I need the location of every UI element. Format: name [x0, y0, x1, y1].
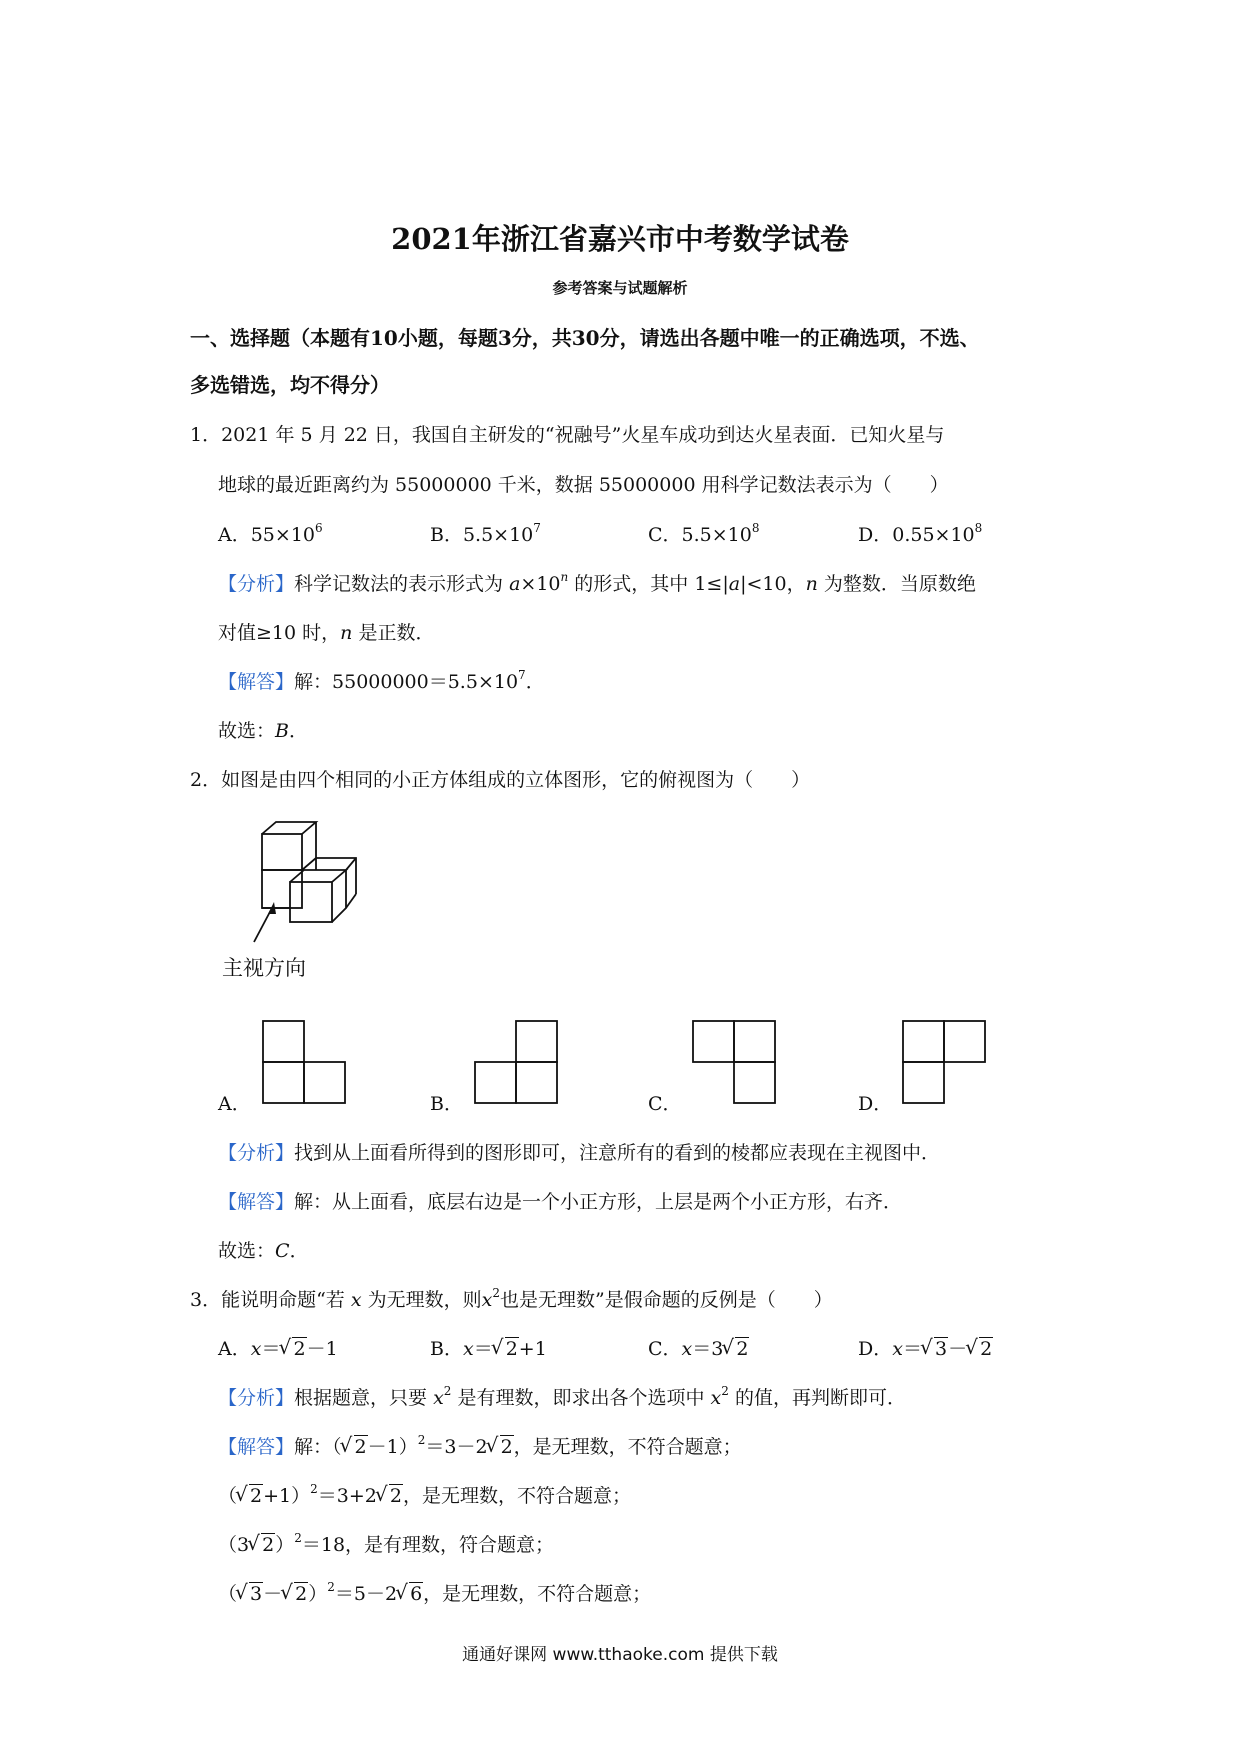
q2-cube-figure	[250, 820, 370, 940]
answer-tag: 【解答】	[218, 671, 295, 693]
q3-option-a: A．x＝√ 2－1	[218, 1336, 338, 1362]
q2-option-c-label: C．	[648, 1093, 682, 1115]
q2-option-b-label: B．	[430, 1093, 463, 1115]
q2-analysis: 【分析】找到从上面看所得到的图形即可，注意所有的看到的棱都应表现在主视图中．	[218, 1142, 941, 1164]
q2-option-a-label: A．	[218, 1093, 251, 1115]
q2-option-c-shape	[692, 1020, 776, 1104]
analysis-tag: 【分析】	[218, 1387, 295, 1409]
q1-answer: 【解答】解：$55000000=5.5\times 10^7$．	[218, 667, 545, 693]
q3-option-c: C．x＝3√ 2	[648, 1336, 749, 1362]
section-heading-line1: 一、选择题（本题有10小题，每题3分，共30分，请选出各题中唯一的正确选项，不选、	[190, 326, 980, 350]
page-footer: 通通好课网 www.tthaoke.com 提供下载	[462, 1645, 778, 1665]
q3-stem: 3．能说明命题“若 x 为无理数，则$x^2$也是无理数”是假命题的反例是（ ）	[190, 1285, 833, 1311]
q3-option-b: B．x＝√ 2+1	[430, 1336, 547, 1362]
answer-tag: 【解答】	[218, 1436, 295, 1458]
section-heading-line2: 多选错选，均不得分）	[190, 373, 390, 397]
analysis-tag: 【分析】	[218, 1142, 295, 1164]
analysis-tag: 【分析】	[218, 573, 295, 595]
q3-analysis: 【分析】根据题意，只要 $x^2$ 是有理数，即求出各个选项中 $x^2$ 的值，再判断即可．	[218, 1383, 906, 1409]
q1-choice: 故选：B．	[218, 720, 308, 742]
q3-answer-row3: （3√ 2）$^2$＝18，是有理数，符合题意；	[218, 1532, 554, 1558]
q3-option-d: D．x＝√ 3－√ 2	[858, 1336, 993, 1362]
q2-option-b-shape	[474, 1020, 558, 1104]
q1-option-b: B．$5.5\times 10^7$	[430, 520, 541, 546]
q2-answer: 【解答】解：从上面看，底层右边是一个小正方形，上层是两个小正方形，右齐．	[218, 1191, 903, 1213]
page-subtitle: 参考答案与试题解析	[552, 279, 688, 297]
q1-stem-line1: 1．2021 年 5 月 22 日，我国自主研发的“祝融号”火星车成功到达火星表面．已知火星与	[190, 424, 945, 446]
q2-option-d-shape	[902, 1020, 986, 1104]
q2-stem: 2．如图是由四个相同的小正方体组成的立体图形，它的俯视图为（ ）	[190, 769, 811, 791]
q1-option-d: D．$0.55\times 10^8$	[858, 520, 983, 546]
q2-choice: 故选：C．	[218, 1240, 309, 1262]
q2-option-d-label: D．	[858, 1093, 893, 1115]
q3-answer-row1: 【解答】解：（√ 2－1）$^2$＝3－2√ 2，是无理数，不符合题意；	[218, 1434, 742, 1460]
q1-analysis-line2: 对值≥10 时，n 是正数．	[218, 622, 435, 644]
q1-option-c: C．$5.5\times 10^8$	[648, 520, 760, 546]
q2-option-a-shape	[262, 1020, 346, 1104]
q1-analysis-line1: 【分析】科学记数法的表示形式为 $a\times 10^n$ 的形式，其中 1≤|a|<10，n 为整数．当原数绝	[218, 569, 976, 595]
answer-tag: 【解答】	[218, 1191, 295, 1213]
q1-stem-line2: 地球的最近距离约为 55000000 千米，数据 55000000 用科学记数法表示为（ ）	[218, 474, 949, 496]
q1-option-a: A．$55\times 10^6$	[218, 520, 323, 546]
q2-figure-label: 主视方向	[222, 956, 306, 980]
page-title: 2021年浙江省嘉兴市中考数学试卷	[391, 222, 849, 256]
q3-answer-row2: （√ 2+1）$^2$＝3+2√ 2，是无理数，不符合题意；	[218, 1483, 631, 1509]
q3-answer-row4: （√ 3－√ 2）$^2$＝5－2√ 6，是无理数，不符合题意；	[218, 1581, 651, 1607]
